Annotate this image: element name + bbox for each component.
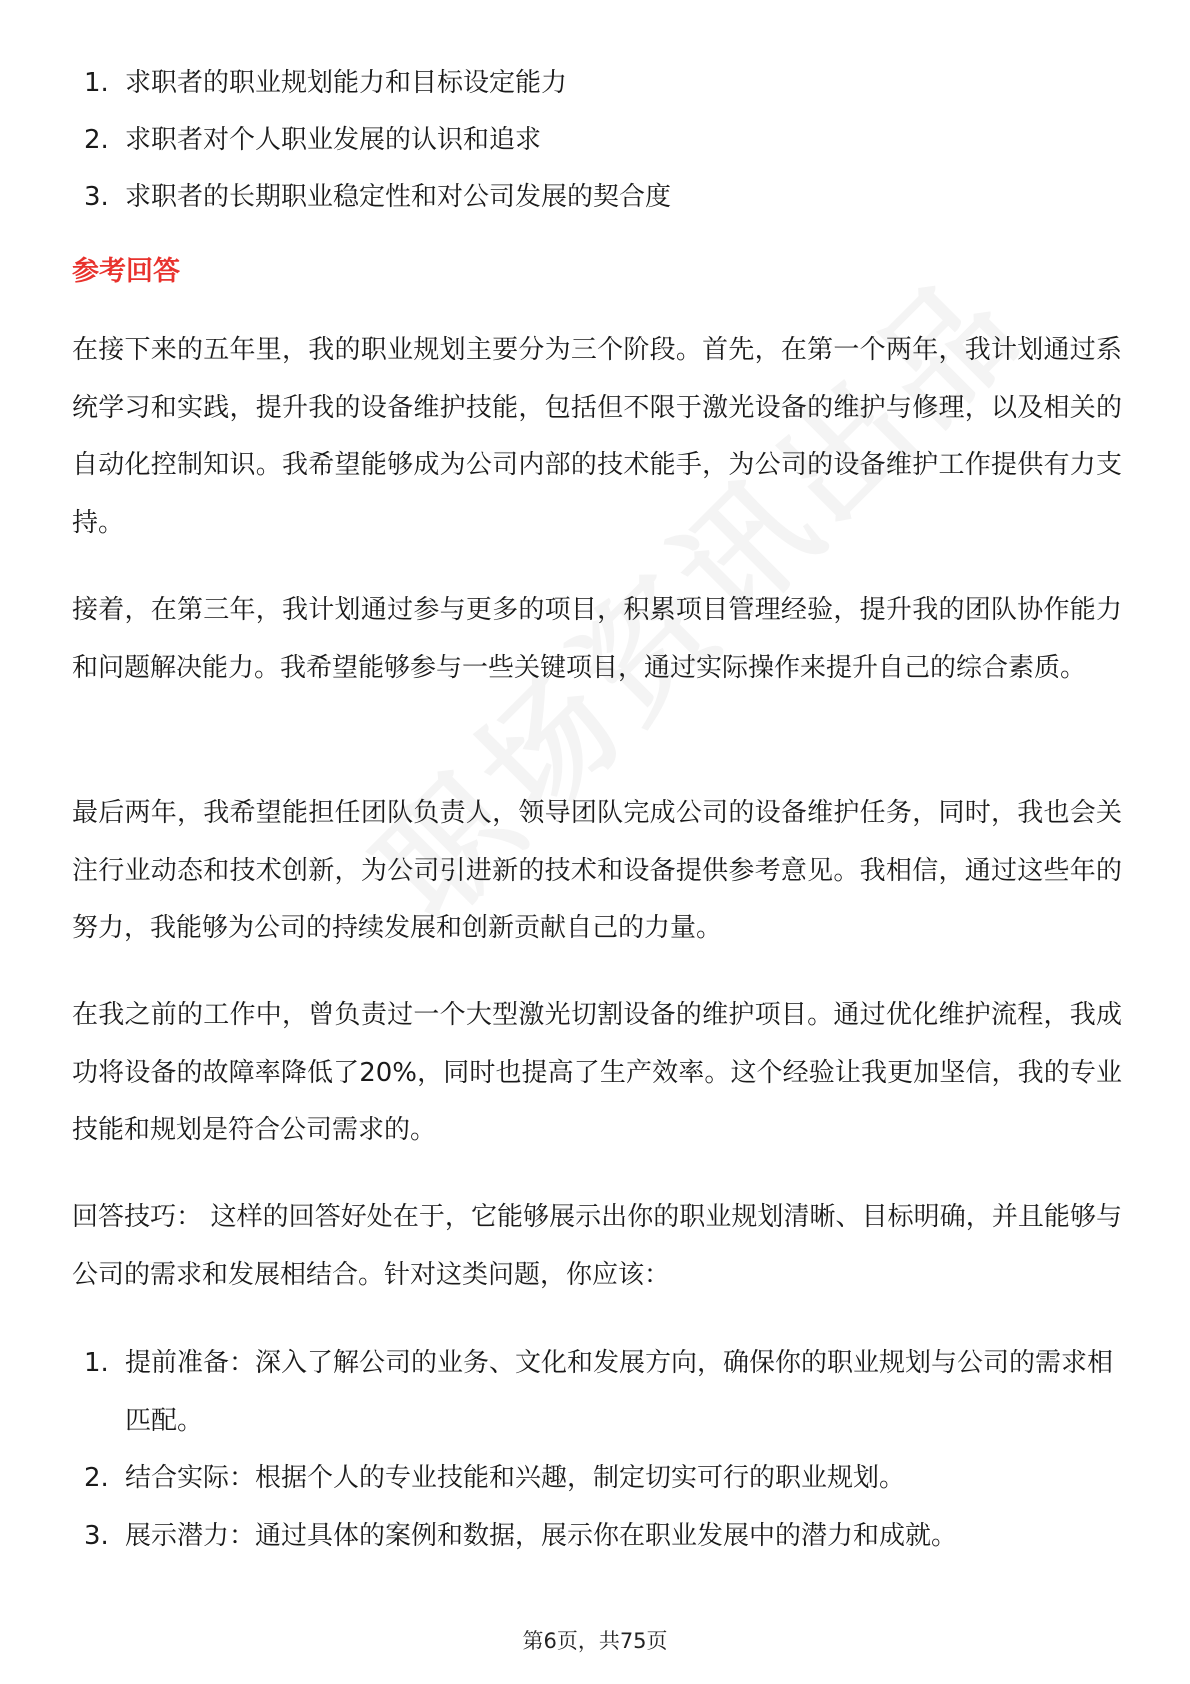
list-text: 提前准备：深入了解公司的业务、文化和发展方向，确保你的职业规划与公司的需求相匹配。 <box>125 1348 1114 1436</box>
list-text: 结合实际：根据个人的专业技能和兴趣，制定切实可行的职业规划。 <box>125 1463 906 1493</box>
list-number: 3. <box>84 1520 109 1551</box>
list-number: 2. <box>84 125 109 155</box>
tips-list <box>0 1335 1190 1565</box>
list-item <box>0 55 1190 112</box>
list-number: 3. <box>84 182 109 212</box>
page-number: 第6页，共75页 <box>522 1629 668 1653</box>
answer-paragraph: 接着，在第三年，我计划通过参与更多的项目，积累项目管理经验，提升我的团队协作能力和问题解决能力。我希望能够参与一些关键项目，通过实际操作来提升自己的综合素质。 <box>72 595 1122 683</box>
answer-paragraph: 最后两年，我希望能担任团队负责人，领导团队完成公司的设备维护任务，同时，我也会关注行业动态和技术创新，为公司引进新的技术和设备提供参考意见。我相信，通过这些年的努力，我能够为公司的持续发展和创新贡献自己的力量。 <box>72 798 1122 943</box>
list-item <box>0 1335 1190 1450</box>
list-text: 求职者的职业规划能力和目标设定能力 <box>125 68 568 98</box>
list-text: 展示潜力：通过具体的案例和数据，展示你在职业发展中的潜力和成就。 <box>125 1520 958 1551</box>
criteria-list <box>0 55 1190 226</box>
list-text: 求职者的长期职业稳定性和对公司发展的契合度 <box>125 182 672 212</box>
list-item <box>0 1450 1190 1508</box>
list-item <box>0 112 1190 169</box>
answer-paragraph: 在我之前的工作中，曾负责过一个大型激光切割设备的维护项目。通过优化维护流程，我成功将设备的故障率降低了20%，同时也提高了生产效率。这个经验让我更加坚信，我的专业技能和规划是符合公司需求的。 <box>72 1000 1122 1145</box>
list-number: 2. <box>84 1463 109 1493</box>
list-number: 1. <box>84 68 109 98</box>
section-heading: 参考回答 <box>72 256 180 287</box>
list-text: 求职者对个人职业发展的认识和追求 <box>125 125 542 155</box>
tips-paragraph: 回答技巧： 这样的回答好处在于，它能够展示出你的职业规划清晰、目标明确，并且能够与公司的需求和发展相结合。针对这类问题，你应该： <box>72 1202 1122 1290</box>
list-item <box>0 169 1190 226</box>
list-number: 1. <box>84 1348 109 1378</box>
list-item <box>0 1508 1190 1566</box>
answer-paragraph: 在接下来的五年里，我的职业规划主要分为三个阶段。首先，在第一个两年，我计划通过系统学习和实践，提升我的设备维护技能，包括但不限于激光设备的维护与修理，以及相关的自动化控制知识。我希望能够成为公司内部的技术能手，为公司的设备维护工作提供有力支持。 <box>72 335 1122 538</box>
